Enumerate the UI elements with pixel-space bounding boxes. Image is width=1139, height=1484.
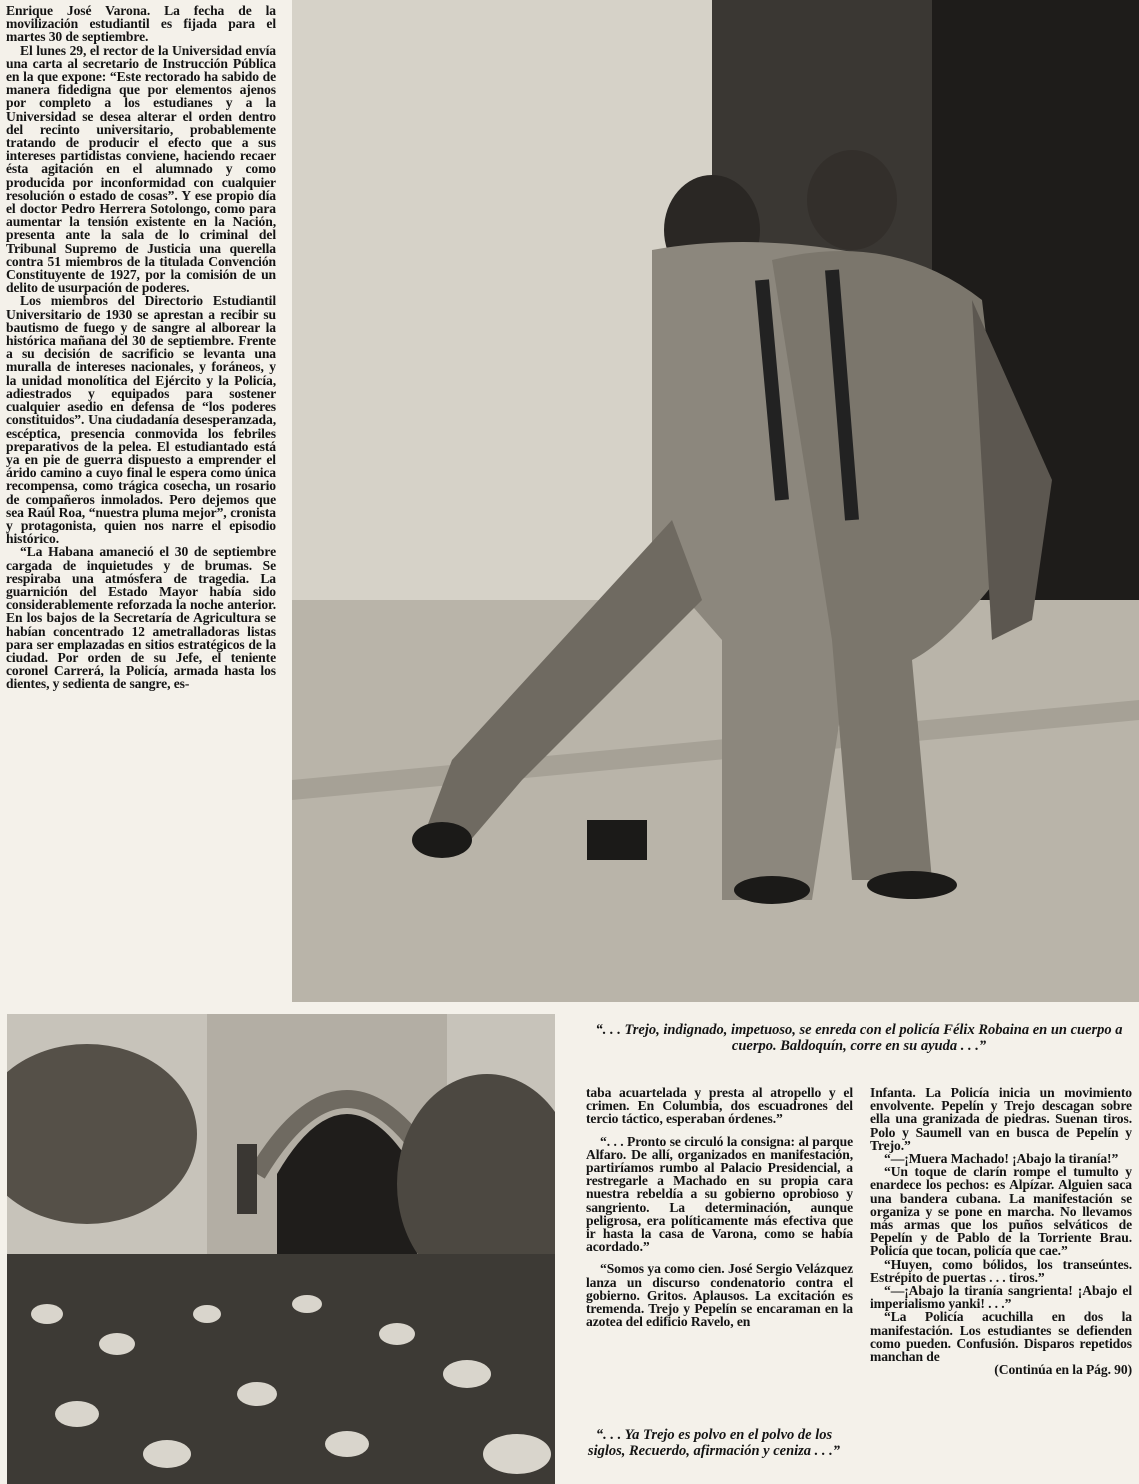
paragraph: “. . . Pronto se circuló la consigna: al parque Alfaro. De allí, organizados en manifestación, partiríamos rumbo al Palacio Presidencial, a restregarle a Machado en su propia cara nuestra rebeldía a su gobierno oprobioso y sangriento. La determinación, aunque peligrosa, era políticamente más efectiva que ir hasta la casa de Varona, como se había acordado.”: [586, 1133, 853, 1255]
paragraph: Los miembros del Directorio Estudiantil Universitario de 1930 se aprestan a recibir su bautismo de fuego y de sangre al alborear la histórica mañana del 30 de septiembre. Frente a su decisión de sacrificio se levanta una muralla de intereses nacionales, y foráneos, y la unidad monolítica del Ejército y la Policía, adiestrados y equipados para sostener cualquier asedio en defensa de “los poderes constituidos”. Una ciudadanía desesperanzada, escéptica, presencia conmovida los febriles preparativos de la pelea. El estudiantado está ya en pie de guerra dispuesto a emprender el árido camino a cuyo final le espera como única recompensa, como trágica cosecha, un rosario de compañeros inmolados. Pero dejemos que sea Raúl Roa, “nuestra pluma mejor”, cronista y protagonista, quien nos narre el episodio histórico.: [6, 293, 276, 547]
paragraph: “—¡Muera Machado! ¡Abajo la tiranía!”: [884, 1151, 1119, 1167]
article-column-1: [6, 4, 276, 691]
paragraph: Infanta. La Policía inicia un movimiento envolvente. Pepelín y Trejo descagan sobre ella una granizada de piedras. Suenan tiros. Polo y Saumell van en busca de Pepelín y Trejo.”: [870, 1085, 1132, 1153]
paragraph: El lunes 29, el rector de la Universidad envía una carta al secretario de Instrucción Pública en la que expone: “Este rectorado ha sabido de manera fidedigna que por elementos ajenos por completo a los estudianes y a la Universidad se desea alterar el orden dentro del recinto universitario, probablemente tratando de producir el efecto que a sus intereses partidistas conviene, haciendo recaer ésta agitación en el alumnado y como producida por inconformidad con cualquier resolución o estado de cosas”. Y ese propio día el doctor Pedro Herrera Sotolongo, como para aumentar la tensión existente en la Nación, presenta ante la sala de lo criminal del Tribunal Supremo de Justicia una querella contra 51 miembros de la titulada Convención Constituyente de 1927, por la comisión de un delito de usurpación de poderes.: [6, 42, 276, 296]
paragraph: “—¡Abajo la tiranía sangrienta! ¡Abajo el imperialismo yanki! . . .”: [870, 1283, 1132, 1312]
article-column-3: [870, 1086, 1132, 1376]
paragraph: “La Habana amaneció el 30 de septiembre cargada de inquietudes y de brumas. Se respiraba una atmósfera de tragedia. La guarnición del Estado Mayor había sido considerablemente reforzada la noche anterior. En los bajos de la Secretaría de Agricultura se habían concentrado 12 ametralladoras listas para ser emplazadas en sitios estratégicos de la ciudad. Por orden de su Jefe, el teniente coronel Carrerá, la Policía, armada hasta los dientes, y sedienta de sangre, es-: [6, 544, 276, 692]
paragraph: “Un toque de clarín rompe el tumulto y enardece los pechos: es Alpízar. Alguien saca una bandera cubana. La manifestación se organiza y se pone en marcha. No llevamos más armas que los puños selváticos de Pepelín y de Pablo de la Torriente Brau. Policía que tocan, policía que cae.”: [870, 1164, 1132, 1259]
paragraph: “La Policía acuchilla en dos la manifestación. Los estudiantes se defienden como pueden. Confusión. Disparos repetidos manchan de: [870, 1309, 1132, 1365]
continued-on-page-90: (Continúa en la Pág. 90): [994, 1362, 1132, 1378]
photo-funeral-crowd: [7, 1014, 555, 1484]
photo-caption-bottom: “. . . Ya Trejo es polvo en el polvo de los siglos, Recuerdo, afirmación y ceniza . . .”: [587, 1427, 841, 1459]
paragraph: “Huyen, como bólidos, los transeúntes. Estrépito de puertas . . . tiros.”: [870, 1256, 1132, 1285]
photo-scuffle: [292, 0, 1139, 1002]
photo-caption-top: “. . . Trejo, indignado, impetuoso, se enreda con el policía Félix Robaina en un cuerpo a cuerpo. Baldoquín, corre en su ayuda . . .”: [595, 1022, 1123, 1054]
article-column-2: [586, 1086, 853, 1328]
paragraph: “Somos ya como cien. José Sergio Velázquez lanza un discurso condenatorio contra el gobierno. Gritos. Aplausos. La excitación es tremenda. Trejo y Pepelín se encaraman en la azotea del edificio Ravelo, en: [586, 1261, 853, 1330]
paragraph: taba acuartelada y presta al atropello y el crimen. En Columbia, dos escuadrones del tercio táctico, esperaban órdenes.”: [586, 1085, 853, 1127]
paragraph: Enrique José Varona. La fecha de la movilización estudiantil es fijada para el martes 30 de septiembre.: [6, 3, 276, 45]
